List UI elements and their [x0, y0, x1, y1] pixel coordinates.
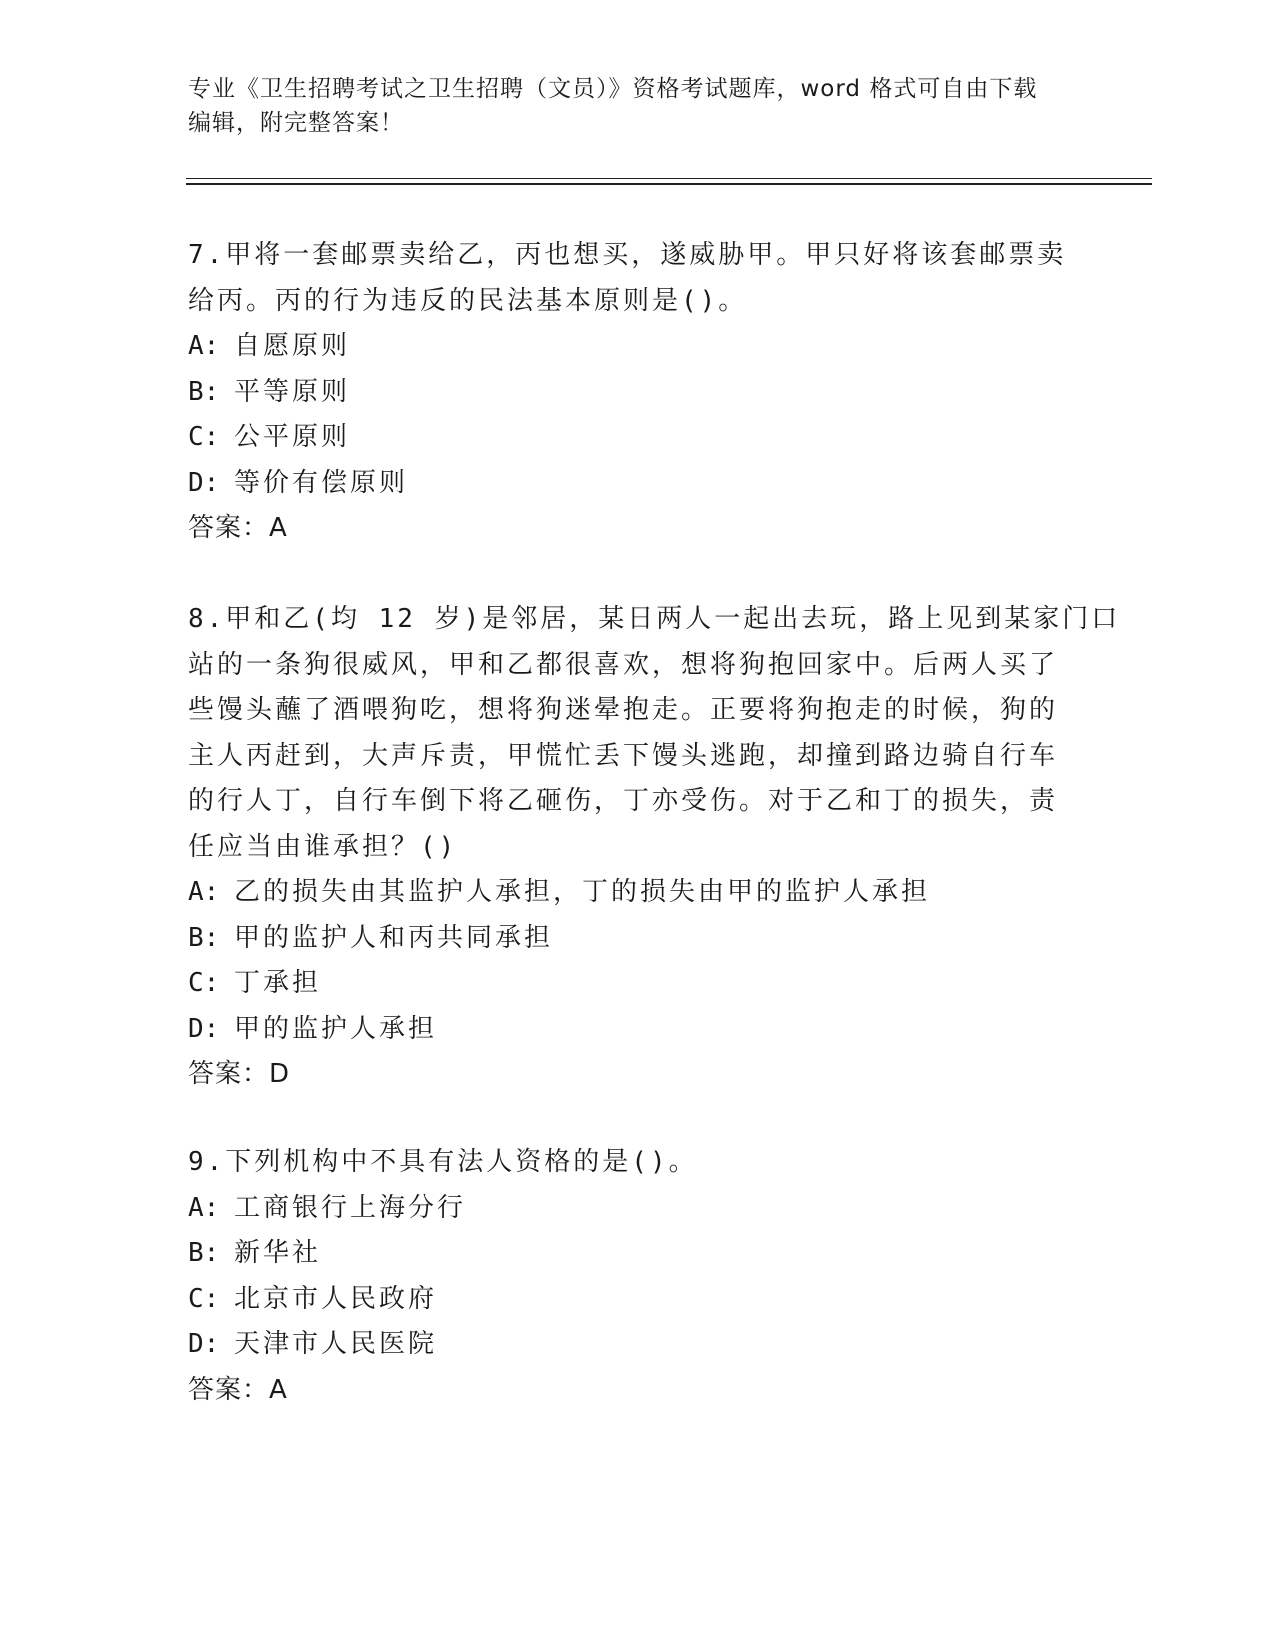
- question-text-line: 站的一条狗很威风，甲和乙都很喜欢，想将狗抱回家中。后两人买了: [188, 649, 1059, 680]
- option-b: [188, 370, 1088, 416]
- option-c: [188, 961, 1088, 1007]
- option-text: 公平原则: [234, 422, 351, 452]
- question-text-line: 8.甲和乙(均 12 岁)是邻居，某日两人一起出去玩，路上见到某家门口: [188, 604, 1121, 634]
- option-text: 工商银行上海分行: [234, 1192, 467, 1223]
- option-letter: D:: [188, 1329, 220, 1359]
- option-letter: A:: [188, 877, 220, 907]
- option-a: [188, 870, 1088, 916]
- option-letter: B:: [188, 1238, 220, 1268]
- question-text-line: 主人丙赶到，大声斥责，甲慌忙丢下馒头逃跑，却撞到路边骑自行车: [188, 740, 1059, 771]
- option-b: [188, 1231, 1088, 1277]
- option-c: [188, 415, 1088, 461]
- option-text: 甲的监护人承担: [234, 1013, 438, 1044]
- option-letter: B:: [188, 376, 220, 407]
- header-line-1: 专业《卫生招聘考试之卫生招聘（文员）》资格考试题库，word 格式可自由下载: [188, 76, 1038, 102]
- option-letter: C:: [188, 422, 220, 452]
- answer-label: 答案：A: [188, 1374, 288, 1405]
- option-text: 自愿原则: [234, 331, 351, 361]
- question-text-line: 些馒头蘸了酒喂狗吃，想将狗迷晕抱走。正要将狗抱走的时候，狗的: [188, 695, 1059, 725]
- option-letter: D:: [188, 467, 220, 498]
- document-header: [188, 72, 1088, 140]
- question-8: [188, 597, 1121, 1098]
- option-text: 新华社: [234, 1238, 322, 1268]
- option-c: [188, 1277, 1088, 1323]
- header-divider-thin: [186, 178, 1152, 179]
- option-letter: C:: [188, 968, 220, 998]
- header-line-2: 编辑，附完整答案！: [188, 110, 404, 136]
- answer-label: 答案：A: [188, 513, 288, 543]
- option-a: [188, 1186, 1088, 1232]
- option-text: 平等原则: [234, 376, 351, 407]
- option-text: 甲的监护人和丙共同承担: [234, 922, 554, 953]
- option-d: [188, 1007, 1088, 1053]
- question-text-line: 任应当由谁承担？(): [188, 831, 458, 862]
- option-letter: B:: [188, 922, 220, 953]
- option-a: [188, 324, 1088, 370]
- option-text: 等价有偿原则: [234, 467, 409, 498]
- header-divider-thick: [186, 183, 1152, 185]
- question-9: [188, 1140, 1088, 1413]
- question-text-line: 的行人丁，自行车倒下将乙砸伤，丁亦受伤。对于乙和丁的损失，责: [188, 786, 1059, 816]
- option-letter: A:: [188, 331, 220, 361]
- option-letter: A:: [188, 1192, 220, 1223]
- question-7: [188, 233, 1088, 552]
- option-b: [188, 916, 1088, 962]
- option-letter: D:: [188, 1013, 220, 1044]
- option-d: [188, 461, 1088, 507]
- answer-label: 答案：D: [188, 1059, 291, 1089]
- question-text-line: 给丙。丙的行为违反的民法基本原则是()。: [188, 285, 748, 316]
- question-text-line: 7.甲将一套邮票卖给乙，丙也想买，遂威胁甲。甲只好将该套邮票卖: [188, 240, 1067, 270]
- option-d: [188, 1322, 1088, 1368]
- question-text-line: 9.下列机构中不具有法人资格的是()。: [188, 1147, 698, 1177]
- option-text: 北京市人民政府: [234, 1283, 438, 1314]
- option-text: 乙的损失由其监护人承担，丁的损失由甲的监护人承担: [234, 877, 931, 907]
- option-letter: C:: [188, 1283, 220, 1314]
- option-text: 天津市人民医院: [234, 1329, 438, 1359]
- option-text: 丁承担: [234, 968, 322, 998]
